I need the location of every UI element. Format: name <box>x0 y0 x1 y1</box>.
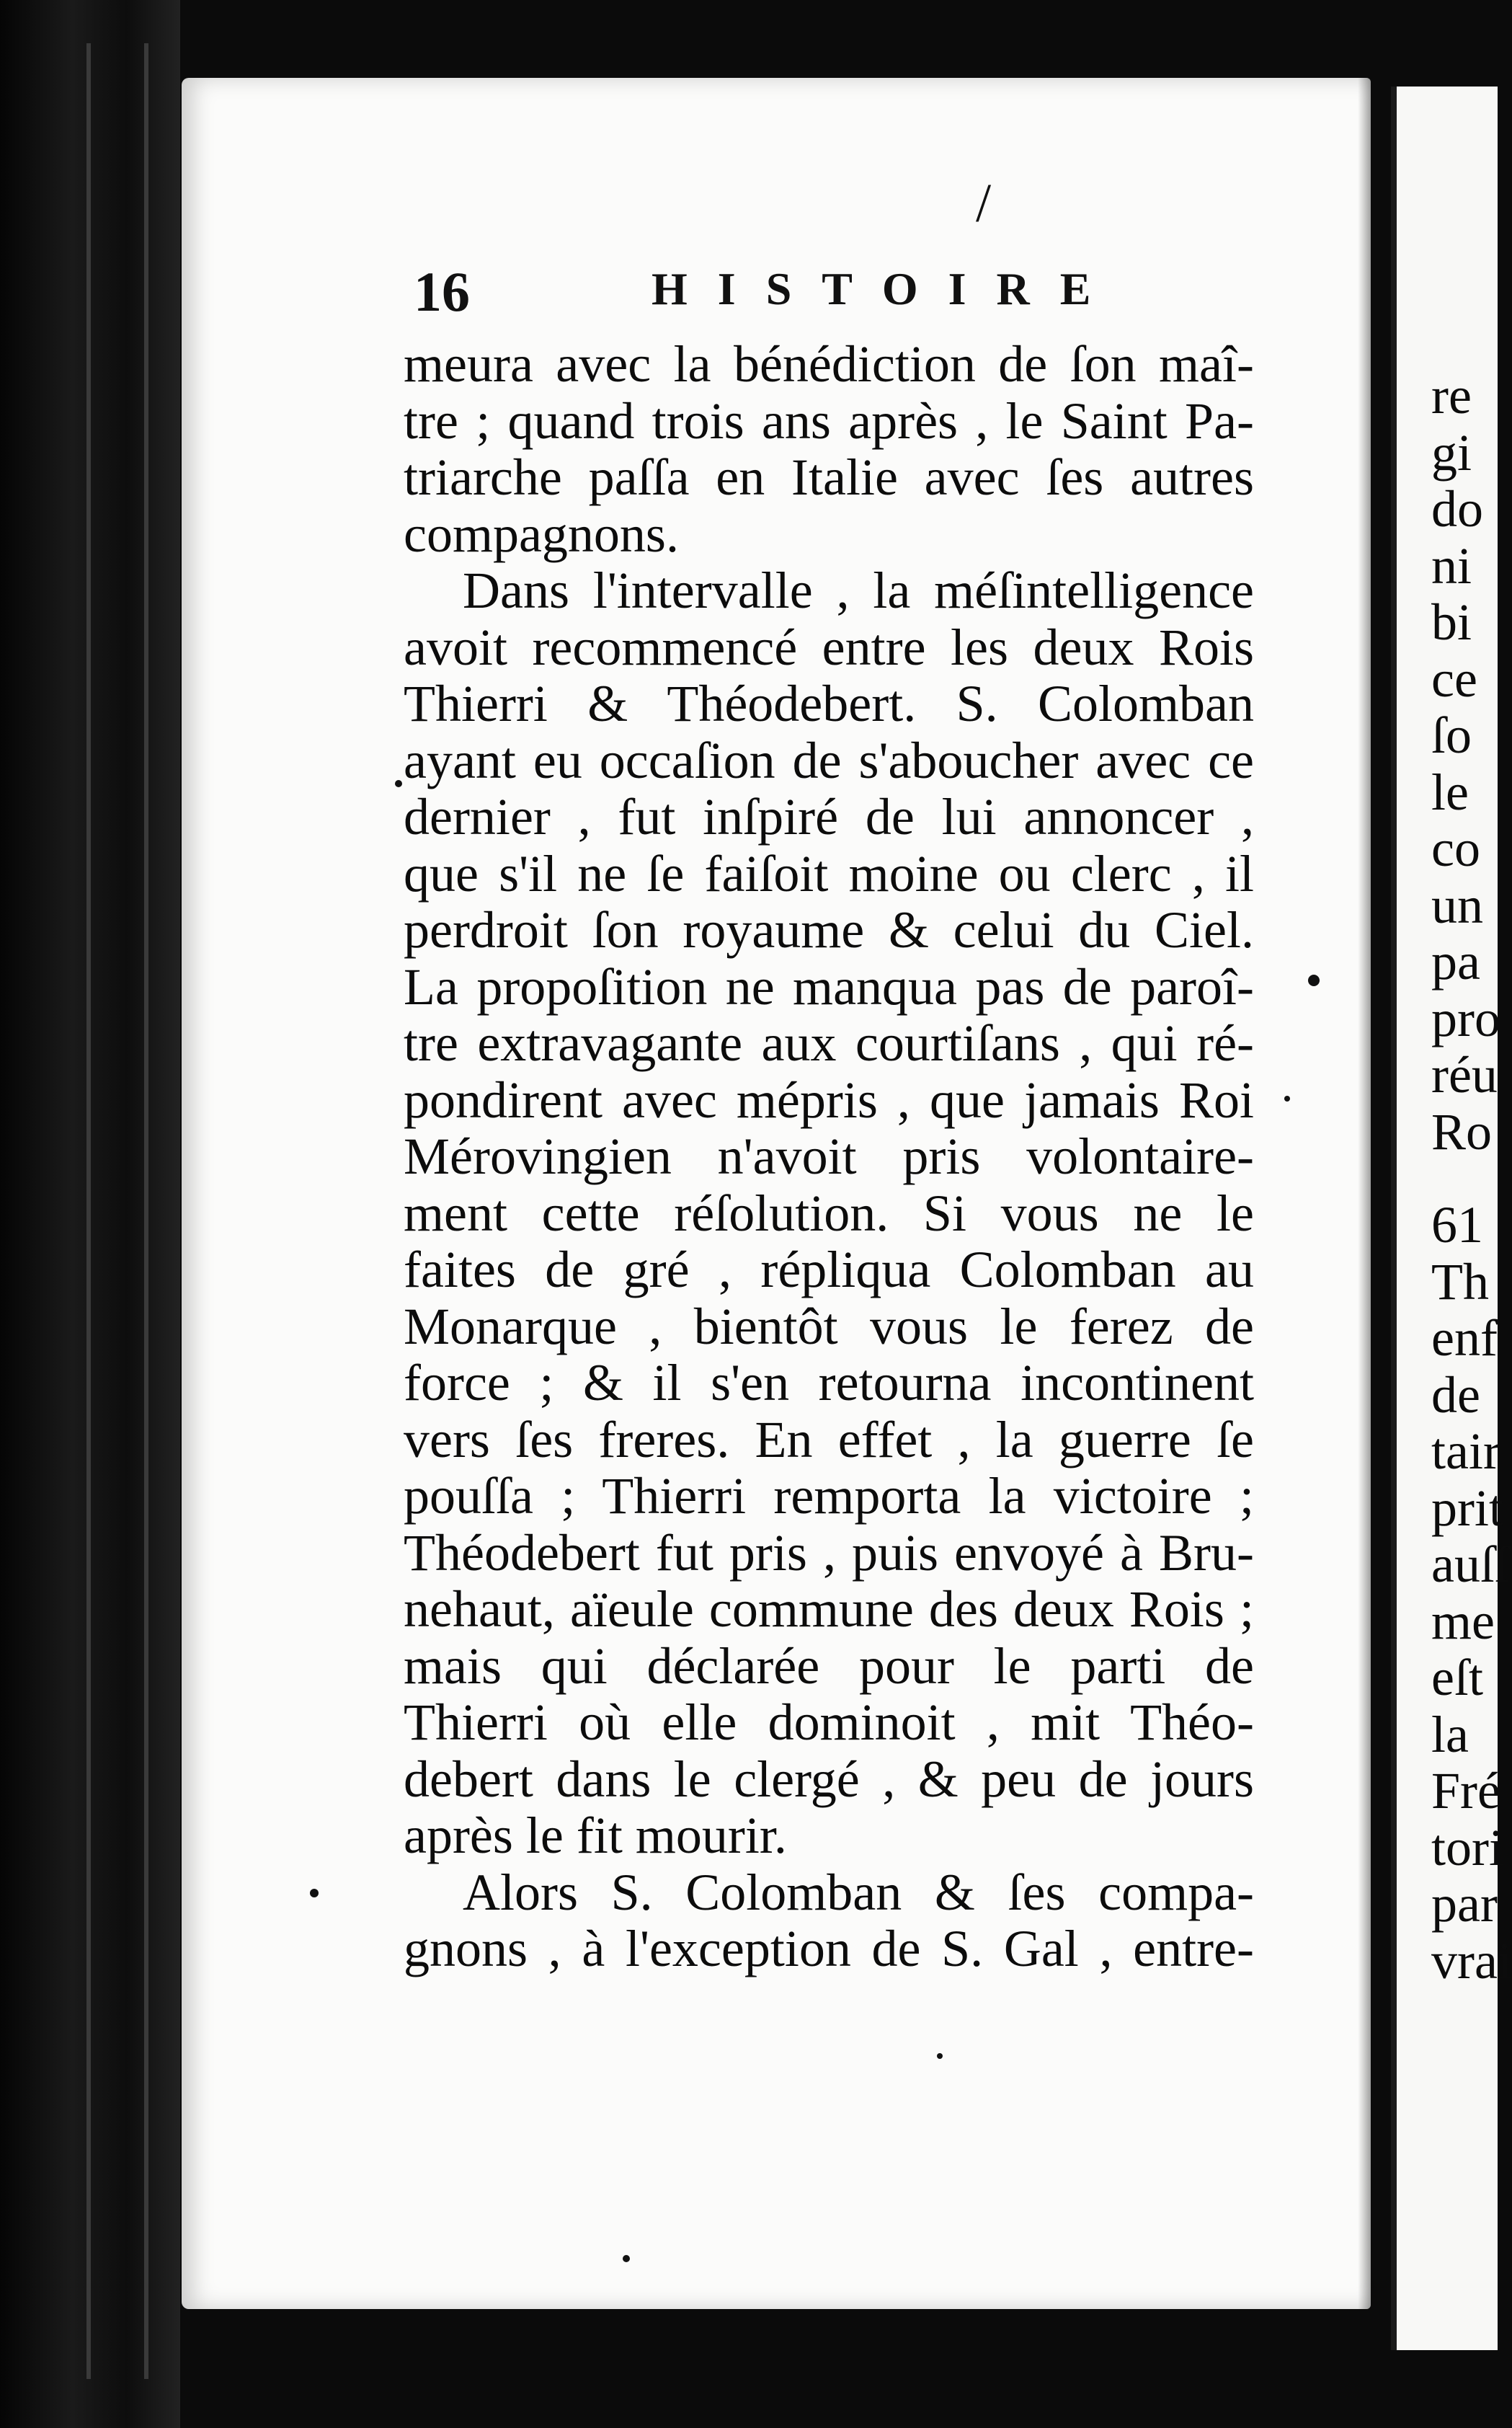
facing-page-edge <box>1391 87 1512 2350</box>
facing-fragment: pa <box>1431 933 1480 991</box>
body-text <box>404 336 1254 1977</box>
text-line: meura avec la bénédiction de ſon maî- <box>404 335 1254 393</box>
text-line: gnons , à l'exception de S. Gal , entre- <box>404 1920 1254 1977</box>
running-head <box>414 260 1264 332</box>
page-number: 16 <box>414 260 470 323</box>
text-line: perdroit ſon royaume & celui du Ciel. <box>404 901 1254 959</box>
spine-edge-line <box>86 43 91 2379</box>
facing-fragment: vrai <box>1431 1931 1512 1990</box>
facing-fragment: le <box>1431 763 1469 821</box>
facing-fragment: Th <box>1431 1252 1489 1311</box>
ink-speck <box>1308 975 1320 986</box>
facing-fragment: de <box>1431 1365 1480 1424</box>
ink-speck <box>395 780 402 787</box>
text-line: pondirent avec mépris , que jamais Roi <box>404 1071 1254 1129</box>
text-line: faites de gré , répliqua Colomban au <box>404 1241 1254 1298</box>
facing-fragment: tair <box>1431 1422 1500 1480</box>
facing-page-text-top <box>1431 368 1500 1160</box>
facing-fragment: pro <box>1431 989 1500 1047</box>
facing-page-text-bottom <box>1431 1197 1512 1989</box>
text-line: Dans l'intervalle , la méſintelligence <box>463 562 1254 619</box>
text-line: debert dans le clergé , & peu de jours <box>404 1750 1254 1808</box>
text-line: pouſſa ; Thierri remporta la victoire ; <box>404 1467 1254 1525</box>
ink-speck <box>623 2255 630 2262</box>
text-line: Thierri & Théodebert. S. Colomban <box>404 675 1254 732</box>
stroke-mark: / <box>976 173 992 234</box>
text-line: Thierri où elle dominoit , mit Théo- <box>404 1693 1254 1751</box>
text-line: vers ſes freres. En effet , la guerre ſe <box>404 1410 1254 1468</box>
text-line: avoit recommencé entre les deux Rois <box>404 618 1254 676</box>
ink-speck <box>310 1889 319 1897</box>
facing-fragment: Ro <box>1431 1102 1493 1161</box>
text-line: Alors S. Colomban & ſes compa- <box>463 1863 1254 1921</box>
facing-fragment: bi <box>1431 593 1472 651</box>
text-line: mais qui déclarée pour le parti de <box>404 1636 1254 1695</box>
facing-fragment: do <box>1431 480 1483 538</box>
facing-fragment: tori <box>1431 1818 1503 1877</box>
facing-fragment: co <box>1431 820 1480 877</box>
text-line: Monarque , bientôt vous le ferez de <box>404 1297 1254 1355</box>
text-line: après le fit mourir. <box>404 1807 787 1864</box>
book-spine-left <box>0 0 180 2428</box>
running-head-title: HISTOIRE <box>652 263 1121 314</box>
text-line: force ; & il s'en retourna incontinent <box>404 1354 1254 1412</box>
facing-fragment: par <box>1431 1875 1498 1933</box>
facing-fragment: re <box>1431 367 1472 425</box>
text-line: triarche paſſa en Italie avec ſes autres <box>404 448 1254 506</box>
facing-fragment: Fré <box>1431 1762 1500 1820</box>
text-line: tre ; quand trois ans après , le Saint Pa- <box>404 391 1254 450</box>
text-line: ayant eu occaſion de s'aboucher avec ce <box>404 731 1254 789</box>
ink-speck <box>1284 1096 1290 1102</box>
facing-fragment: auſſ <box>1431 1536 1509 1593</box>
text-line: Mérovingien n'avoit pris volontaire- <box>404 1127 1254 1185</box>
facing-fragment: me <box>1431 1592 1495 1650</box>
facing-fragment: la <box>1431 1705 1469 1763</box>
text-line: dernier , fut inſpiré de lui annoncer , <box>404 788 1254 846</box>
text-line: que s'il ne ſe faiſoit moine ou clerc , il <box>404 844 1254 903</box>
spine-edge-line <box>144 43 148 2379</box>
text-line: La propoſition ne manqua pas de paroî- <box>404 957 1254 1016</box>
text-line: Théodebert fut pris , puis envoyé à Bru- <box>404 1523 1254 1582</box>
page-gutter-shadow <box>1358 78 1371 2309</box>
facing-fragment: enf <box>1431 1309 1498 1367</box>
facing-fragment: 61 <box>1431 1196 1483 1254</box>
facing-fragment: prit <box>1431 1479 1503 1537</box>
facing-fragment: eſt <box>1431 1649 1483 1706</box>
facing-fragment: ni <box>1431 536 1472 595</box>
text-line: nehaut, aïeule commune des deux Rois ; <box>404 1580 1254 1638</box>
facing-fragment: ce <box>1431 650 1477 708</box>
ink-speck <box>937 2053 943 2059</box>
text-line: ment cette réſolution. Si vous ne le <box>404 1184 1254 1242</box>
facing-fragment: réu <box>1431 1046 1498 1104</box>
text-line: compagnons. <box>404 505 679 563</box>
text-line: tre extravagante aux courtiſans , qui ré- <box>404 1014 1254 1072</box>
facing-fragment: un <box>1431 876 1483 934</box>
facing-fragment: gi <box>1431 423 1472 482</box>
facing-fragment: ſo <box>1431 706 1472 764</box>
